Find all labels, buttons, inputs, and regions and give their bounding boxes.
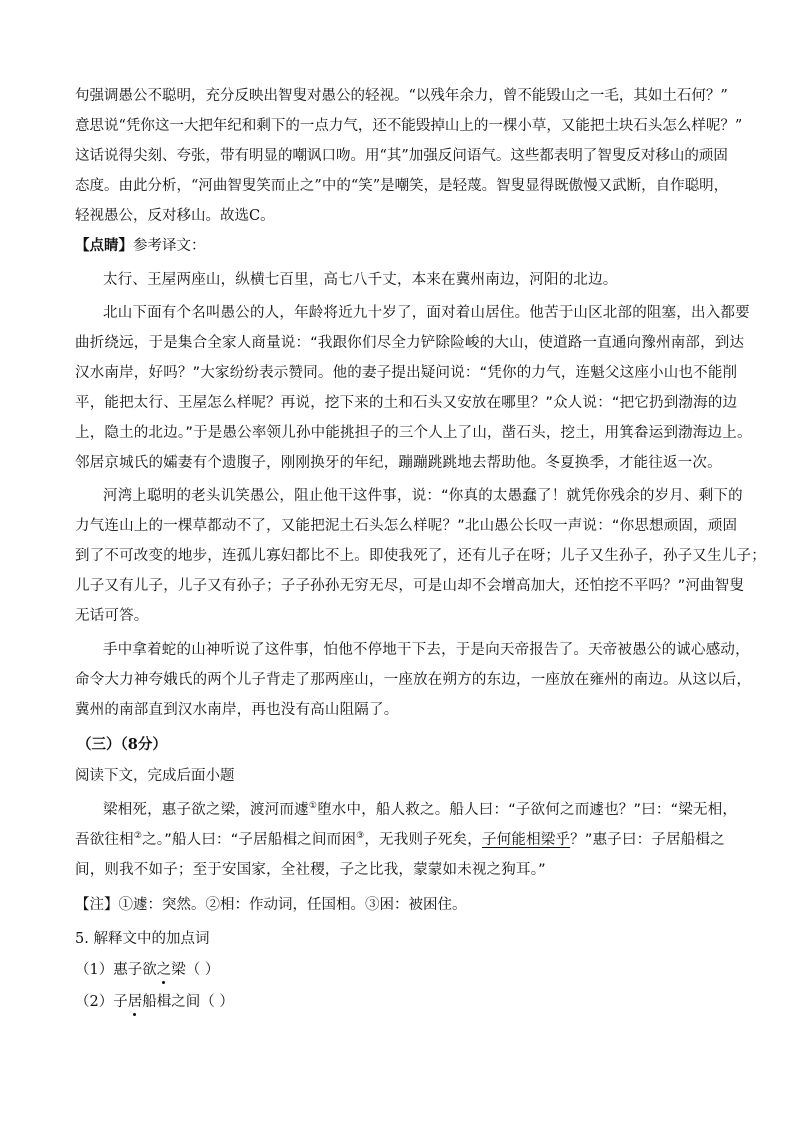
- note-marker: ③: [356, 831, 365, 841]
- answer-blank[interactable]: 船楫之间（ ）: [142, 994, 234, 1010]
- answer-blank[interactable]: 梁（ ）: [171, 962, 220, 978]
- dianjing-heading: [75, 236, 725, 256]
- translation-line: 太行、王屋两座山，纵横七百里，高七八千丈，本来在冀州南边，河阳的北边。: [103, 272, 618, 288]
- dotted-word: 居: [127, 994, 143, 1010]
- section-instruction: 阅读下文，完成后面小题: [75, 768, 235, 784]
- section-heading: （三）（8分）: [77, 736, 167, 753]
- dianjing-tag: 【点睛】: [75, 237, 133, 254]
- passage-text: 梁相死，惠子欲之梁，渡河而遽: [103, 802, 309, 818]
- note-marker: ①: [308, 801, 318, 811]
- dotted-word: 之: [156, 962, 172, 978]
- note-marker: ②: [133, 831, 143, 841]
- translation-line: 无话可答。: [75, 608, 149, 624]
- translation-line: 北山下面有个名叫愚公的人，年龄将近九十岁了，面对着山居住。他苦于山区北部的阻塞，出入都要: [103, 305, 750, 321]
- question-item: [75, 960, 725, 980]
- translation-line: 邻居京城氏的孀妻有个遗腹子，刚刚换牙的年纪，蹦蹦跳跳地去帮助他。冬夏换季，才能往返一次。: [75, 455, 722, 471]
- underlined-sentence: 子何能相梁乎: [481, 832, 571, 848]
- translation-line: 上，隐土的北边。”于是愚公率领儿孙中能挑担子的三个人上了山，凿石头，挖土，用箕畚运到渤海边上。: [75, 425, 752, 441]
- translation-line: 命令大力神夸娥氏的两个儿子背走了那两座山，一座放在朔方的东边，一座放在雍州的南边。从这以后，: [75, 672, 752, 688]
- translation-line: 曲折绕远，于是集合全家人商量说：“我跟你们尽全力铲除险峻的大山，使道路一直通向豫州南部，到达: [75, 335, 745, 351]
- passage-text: 之。”船人曰：“子居船楫之间而困: [142, 832, 357, 848]
- dianjing-label: 参考译文：: [133, 238, 206, 254]
- passage-line: [75, 830, 725, 850]
- passage-text: 堕水中，船人救之。船人曰：“子欲何之而遽也？”曰：“梁无相，: [317, 802, 738, 818]
- analysis-line: 句强调愚公不聪明，充分反映出智叟对愚公的轻视。“以残年余力，曾不能毁山之一毛，其如土石何？”: [75, 88, 728, 104]
- translation-line: 河湾上聪明的老头讥笑愚公，阻止他干这件事，说：“你真的太愚蠢了！就凭你残余的岁月、剩下的: [103, 488, 743, 504]
- passage-text: 吾欲往相: [75, 832, 134, 848]
- passage-line: 间，则我不如子；至于安国家，全社稷，子之比我，蒙蒙如未视之狗耳。”: [75, 862, 546, 878]
- analysis-line: 轻视愚公，反对移山。故选C。: [75, 208, 275, 224]
- translation-line: 手中拿着蛇的山神听说了这件事，怕他不停地干下去，于是向天帝报告了。天帝被愚公的诚心感动，: [103, 642, 750, 658]
- analysis-line: 这话说得尖刻、夸张，带有明显的嘲讽口吻。用“其”加强反问语气。这些都表明了智叟反对移山的顽固: [75, 148, 728, 164]
- analysis-line: 意思说“凭你这一大把年纪和剩下的一点力气，还不能毁掉山上的一棵小草，又能把土块石头怎么样呢？”: [75, 118, 743, 134]
- annotation-note: 【注】①遽：突然。②相：作动词，任国相。③困：被困住。: [75, 897, 467, 913]
- passage-text: ，无我则子死矣，: [364, 832, 482, 848]
- translation-line: 汉水南岸，好吗？”大家纷纷表示赞同。他的妻子提出疑问说：“凭你的力气，连魁父这座小山也不能削: [75, 365, 738, 381]
- translation-line: 到了不可改变的地步，连孤儿寡妇都比不上。即使我死了，还有儿子在呀；儿子又生孙子，孙子又生儿子；: [75, 548, 766, 564]
- translation-line: 平，能把太行、王屋怎么样呢？再说，挖下来的土和石头又安放在哪里？”众人说：“把它扔到渤海的边: [75, 395, 738, 411]
- question-stem: 5. 解释文中的加点词: [75, 931, 210, 947]
- passage-text: ？”惠子曰：子居船楫之: [570, 832, 725, 848]
- passage-line: [103, 800, 738, 820]
- translation-line: 儿子又有儿子，儿子又有孙子；子子孙孙无穷无尽，可是山却不会增高加大，还怕挖不平吗？”河曲智叟: [75, 578, 745, 594]
- analysis-line: 态度。由此分析，“河曲智叟笑而止之”中的“笑”是嘲笑，是轻蔑。智叟显得既傲慢又武断，自作聪明，: [75, 178, 729, 194]
- translation-line: 冀州的南部直到汉水南岸，再也没有高山阻隔了。: [75, 702, 399, 718]
- question-item-text: （2）子: [75, 994, 128, 1010]
- translation-line: 力气连山上的一棵草都动不了，又能把泥土石头怎么样呢？”北山愚公长叹一声说：“你思想顽固，顽固: [75, 518, 738, 534]
- question-item-text: （1）惠子欲: [75, 962, 157, 978]
- question-item: [75, 992, 725, 1012]
